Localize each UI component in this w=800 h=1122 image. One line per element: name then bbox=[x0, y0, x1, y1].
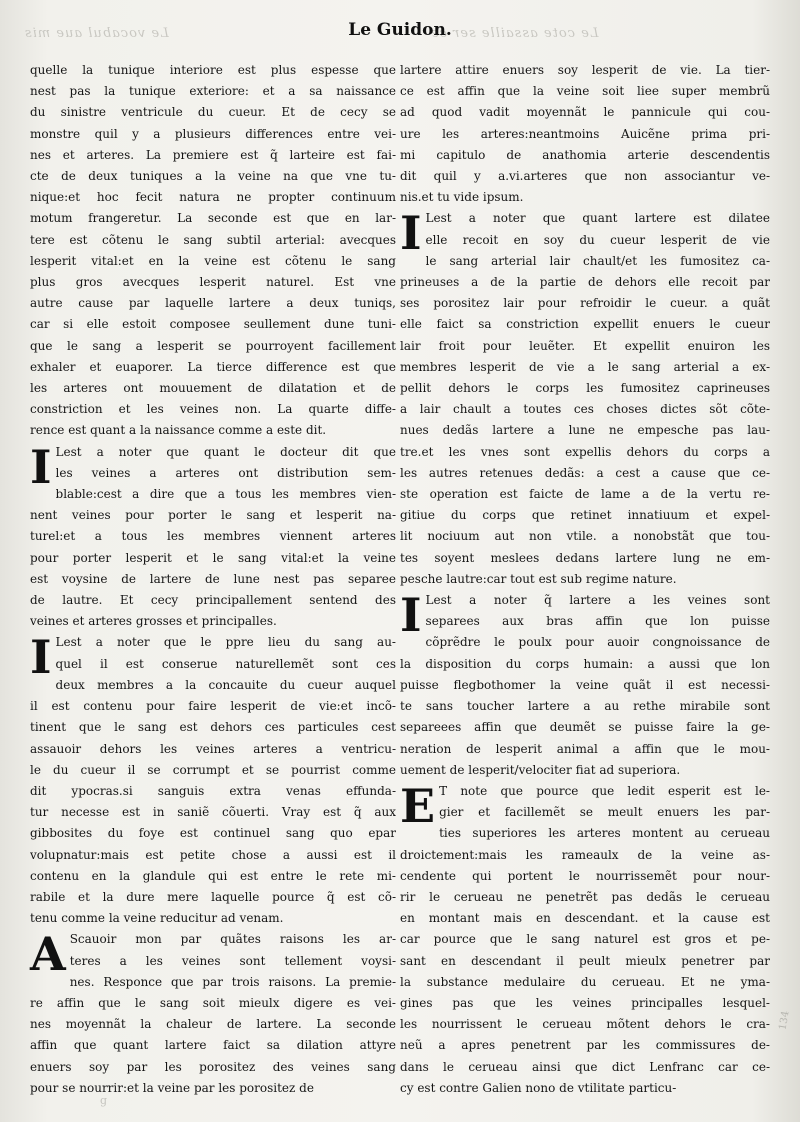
text-line: cõprẽdre le poulx pour auoir congnoissance de bbox=[425, 635, 770, 650]
text-line: contenu en la glandule qui est entre le rete mi- bbox=[30, 868, 396, 883]
text-line: pour se nourrir:et la veine par les porositez de bbox=[30, 1080, 314, 1095]
text-line: le du cueur il se corrumpt et se pourrist comme bbox=[30, 762, 396, 777]
drop-capital: I bbox=[400, 206, 422, 261]
text-line: cendente qui portent le nourrissemẽt pour nour- bbox=[400, 868, 770, 883]
text-line: tenu comme la veine reducitur ad venam. bbox=[30, 911, 284, 926]
signature-mark: g bbox=[100, 1094, 108, 1107]
text-line: dit ypocras.si sanguis extra venas effunda- bbox=[30, 783, 396, 798]
text-line: la disposition du corps humain: a aussi que lon bbox=[400, 656, 770, 671]
paragraph bbox=[30, 632, 396, 929]
text-line: tur necesse est in saniẽ cõuerti. Vray est q̃ aux bbox=[30, 805, 396, 820]
text-line: affin que quant lartere faict sa dilation attyre bbox=[30, 1038, 396, 1053]
text-line: nes moyennãt la chaleur de lartere. La seconde bbox=[30, 1017, 396, 1032]
text-line: les autres retenues dedãs: a cest a cause que ce- bbox=[400, 465, 770, 480]
drop-capital: I bbox=[400, 588, 422, 643]
text-line: nique:et hoc fecit natura ne propter continuum bbox=[30, 190, 396, 205]
text-line: ad quod vadit moyennãt le pannicule qui cou- bbox=[400, 105, 770, 120]
text-line: gines pas que les veines principalles lesquel- bbox=[400, 995, 770, 1010]
text-line: les veines a arteres ont distribution sem- bbox=[55, 465, 396, 480]
text-line: assauoir dehors les veines arteres a ventricu- bbox=[30, 741, 396, 756]
text-line: lit nociuum aut non vtile. a nonobstãt que tou- bbox=[400, 529, 770, 544]
text-line: tere est cõtenu le sang subtil arterial: avecques bbox=[30, 232, 396, 247]
text-line: te sans toucher lartere a au rethe mirabile sont bbox=[400, 699, 770, 714]
text-line: rence est quant a la naissance comme a este dit. bbox=[30, 423, 327, 438]
text-line: exhaler et euaporer. La tierce difference est que bbox=[30, 359, 396, 374]
text-line: uement de lesperit/velociter fiat ad superiora. bbox=[400, 762, 681, 777]
text-line: elle faict sa constriction expellit enuers le cueur bbox=[400, 317, 770, 332]
text-line: lair froit pour leuẽter. Et expellit enuiron les bbox=[400, 338, 770, 353]
text-line: rabile et la dure mere laquelle pource q̃ est cõ- bbox=[30, 889, 396, 904]
text-line: ties superiores les arteres montent au cerueau bbox=[439, 826, 770, 841]
text-line: lesperit vital:et en la veine est cõtenu le sang bbox=[30, 253, 396, 268]
text-line: gitiue du corps que retinet innatiuum et expel- bbox=[400, 508, 770, 523]
text-line: pesche lautre:car tout est sub regime nature. bbox=[400, 571, 677, 586]
text-line: ste operation est faicte de lame a de la vertu re- bbox=[400, 487, 770, 502]
text-line: de lautre. Et cecy principallement sentend des bbox=[30, 593, 396, 608]
text-line: pour porter lesperit et le sang vital:et la veine bbox=[30, 550, 396, 565]
text-line: mi capitulo de anathomia arterie descendentis bbox=[400, 147, 770, 162]
text-line: Lest a noter que quant le docteur dit que bbox=[55, 444, 396, 459]
text-line: car si elle estoit composee seullement dune tuni- bbox=[30, 317, 396, 332]
paragraph bbox=[400, 590, 770, 781]
left-text-column bbox=[30, 60, 396, 1099]
text-line: dans le cerueau ainsi que dict Lenfranc car ce- bbox=[400, 1059, 770, 1074]
text-line: gier et facillemẽt se meult enuers les par- bbox=[439, 805, 770, 820]
paragraph bbox=[30, 929, 396, 1099]
drop-capital: A bbox=[30, 927, 66, 982]
running-header: Le Guidon. bbox=[348, 20, 452, 40]
text-line: le sang arterial lair chault/et les fumositez ca- bbox=[425, 253, 770, 268]
text-line: que le sang a lesperit se pourroyent facillement bbox=[30, 338, 396, 353]
drop-capital: E bbox=[400, 778, 436, 833]
text-line: nis.et tu vide ipsum. bbox=[400, 190, 524, 205]
text-line: Lest a noter que le ppre lieu du sang au- bbox=[55, 635, 396, 650]
drop-capital: I bbox=[30, 439, 52, 494]
text-line: tes soyent meslees dedans lartere lung ne em- bbox=[400, 550, 770, 565]
text-line: nes et arteres. La premiere est q̃ larteire est fai- bbox=[30, 147, 396, 162]
text-line: neration de lesperit animal a affin que le mou- bbox=[400, 741, 770, 756]
paragraph bbox=[400, 60, 770, 208]
text-line: turel:et a tous les membres viennent arteres bbox=[30, 529, 396, 544]
text-line: quelle la tunique interiore est plus espesse que bbox=[30, 63, 396, 77]
text-line: constriction et les veines non. La quarte diffe- bbox=[30, 402, 396, 417]
drop-capital: I bbox=[30, 630, 52, 685]
text-line: sant en descendant il peult mieulx penetrer par bbox=[400, 953, 770, 968]
text-line: cte de deux tuniques a la veine na que vne tu- bbox=[30, 169, 396, 184]
text-line: nest pas la tunique exteriore: et a sa naissance bbox=[30, 84, 396, 99]
text-line: il est contenu pour faire lesperit de vie:et incõ- bbox=[30, 699, 396, 714]
bleed-through-text-left: Le vocabul aue mis bbox=[24, 26, 169, 41]
text-line: re affin que le sang soit mieulx digere es vei- bbox=[30, 995, 396, 1010]
text-line: droictement:mais les rameaulx de la veine as- bbox=[400, 847, 770, 862]
text-line: neũ a apres penetrent par les commissures de- bbox=[400, 1038, 770, 1053]
text-line: motum frangeretur. La seconde est que en lar- bbox=[30, 211, 396, 226]
text-line: est voysine de lartere de lune nest pas separee bbox=[30, 571, 396, 586]
text-line: puisse flegbothomer la veine quãt il est necessi- bbox=[400, 677, 770, 692]
text-line: volupnatur:mais est petite chose a aussi est il bbox=[30, 847, 396, 862]
text-line: tre.et les vnes sont expellis dehors du corps a bbox=[400, 444, 770, 459]
text-line: ure les arteres:neantmoins Auicẽne prima pri- bbox=[400, 126, 770, 141]
paragraph bbox=[400, 208, 770, 590]
text-line: tinent que le sang est dehors ces particules cest bbox=[30, 720, 396, 735]
margin-annotation: 134 bbox=[777, 1010, 792, 1031]
text-line: separeees affin que deumẽt se puisse faire la ge- bbox=[400, 720, 770, 735]
text-line: monstre quil y a plusieurs differences entre vei- bbox=[30, 126, 396, 141]
text-line: nues dedãs lartere a lune ne empesche pas lau- bbox=[400, 423, 770, 438]
text-line: les nourrissent le cerueau mõtent dehors le cra- bbox=[400, 1017, 770, 1032]
text-line: teres a les veines sont tellement voysi- bbox=[69, 953, 396, 968]
text-line: Scauoir mon par quãtes raisons les ar- bbox=[69, 932, 396, 947]
text-line: gibbosites du foye est continuel sang quo epar bbox=[30, 826, 396, 841]
text-line: Lest a noter que quant lartere est dilatee bbox=[425, 211, 770, 226]
paragraph bbox=[30, 439, 396, 633]
text-line: membres lesperit de vie a le sang arterial a ex- bbox=[400, 359, 770, 374]
text-line: ses porositez lair pour refroidir le cueur. a quãt bbox=[400, 296, 770, 311]
text-line: elle recoit en soy du cueur lesperit de vie bbox=[425, 232, 770, 247]
text-line: blable:cest a dire que a tous les membres vien- bbox=[55, 487, 396, 502]
text-line: autre cause par laquelle lartere a deux tuniqs, bbox=[30, 296, 396, 311]
text-line: deux membres a la concauite du cueur auquel bbox=[55, 677, 396, 692]
text-line: T note que pource que ledit esperit est le- bbox=[439, 783, 770, 798]
text-line: lartere attire enuers soy lesperit de vie. La tier- bbox=[400, 63, 770, 77]
text-line: enuers soy par les porositez des veines sang bbox=[30, 1059, 396, 1074]
text-line: la substance medulaire du cerueau. Et ne yma- bbox=[400, 974, 770, 989]
text-line: veines et arteres grosses et principalles. bbox=[30, 614, 277, 629]
text-line: en montant mais en descendant. et la cause est bbox=[400, 911, 770, 926]
text-line: rir le cerueau ne penetrẽt pas dedãs le cerueau bbox=[400, 889, 770, 904]
paragraph bbox=[400, 778, 770, 1099]
paragraph bbox=[30, 60, 396, 442]
text-line: nent veines pour porter le sang et lesperit na- bbox=[30, 508, 396, 523]
text-line: a lair chault a toutes ces choses dictes sõt cõte- bbox=[400, 402, 770, 417]
text-line: car pource que le sang naturel est gros et pe- bbox=[400, 932, 770, 947]
text-line: ce est affin que la veine soit liee super membrũ bbox=[400, 84, 770, 99]
text-line: cy est contre Galien nono de vtilitate particu- bbox=[400, 1080, 677, 1095]
text-line: prineuses a de la partie de dehors elle recoit par bbox=[400, 275, 770, 290]
text-line: dit quil y a.vi.arteres que non associantur ve- bbox=[400, 169, 770, 184]
text-line: separees aux bras affin que lon puisse bbox=[425, 614, 770, 629]
right-text-column bbox=[400, 60, 770, 1099]
text-line: du sinistre ventricule du cueur. Et de cecy se bbox=[30, 105, 396, 120]
text-line: les arteres ont mouuement de dilatation et de bbox=[30, 381, 396, 396]
text-line: nes. Responce que par trois raisons. La premie- bbox=[69, 974, 396, 989]
text-line: plus gros avecques lesperit naturel. Est vne bbox=[30, 275, 396, 290]
text-line: Lest a noter q̃ lartere a les veines sont bbox=[425, 593, 770, 608]
text-line: pellit dehors le corps les fumositez caprineuses bbox=[400, 381, 770, 396]
text-line: quel il est conserue naturellemẽt sont ces bbox=[55, 656, 396, 671]
bleed-through-text-right: Le cote assaille ser ce bbox=[430, 26, 599, 41]
